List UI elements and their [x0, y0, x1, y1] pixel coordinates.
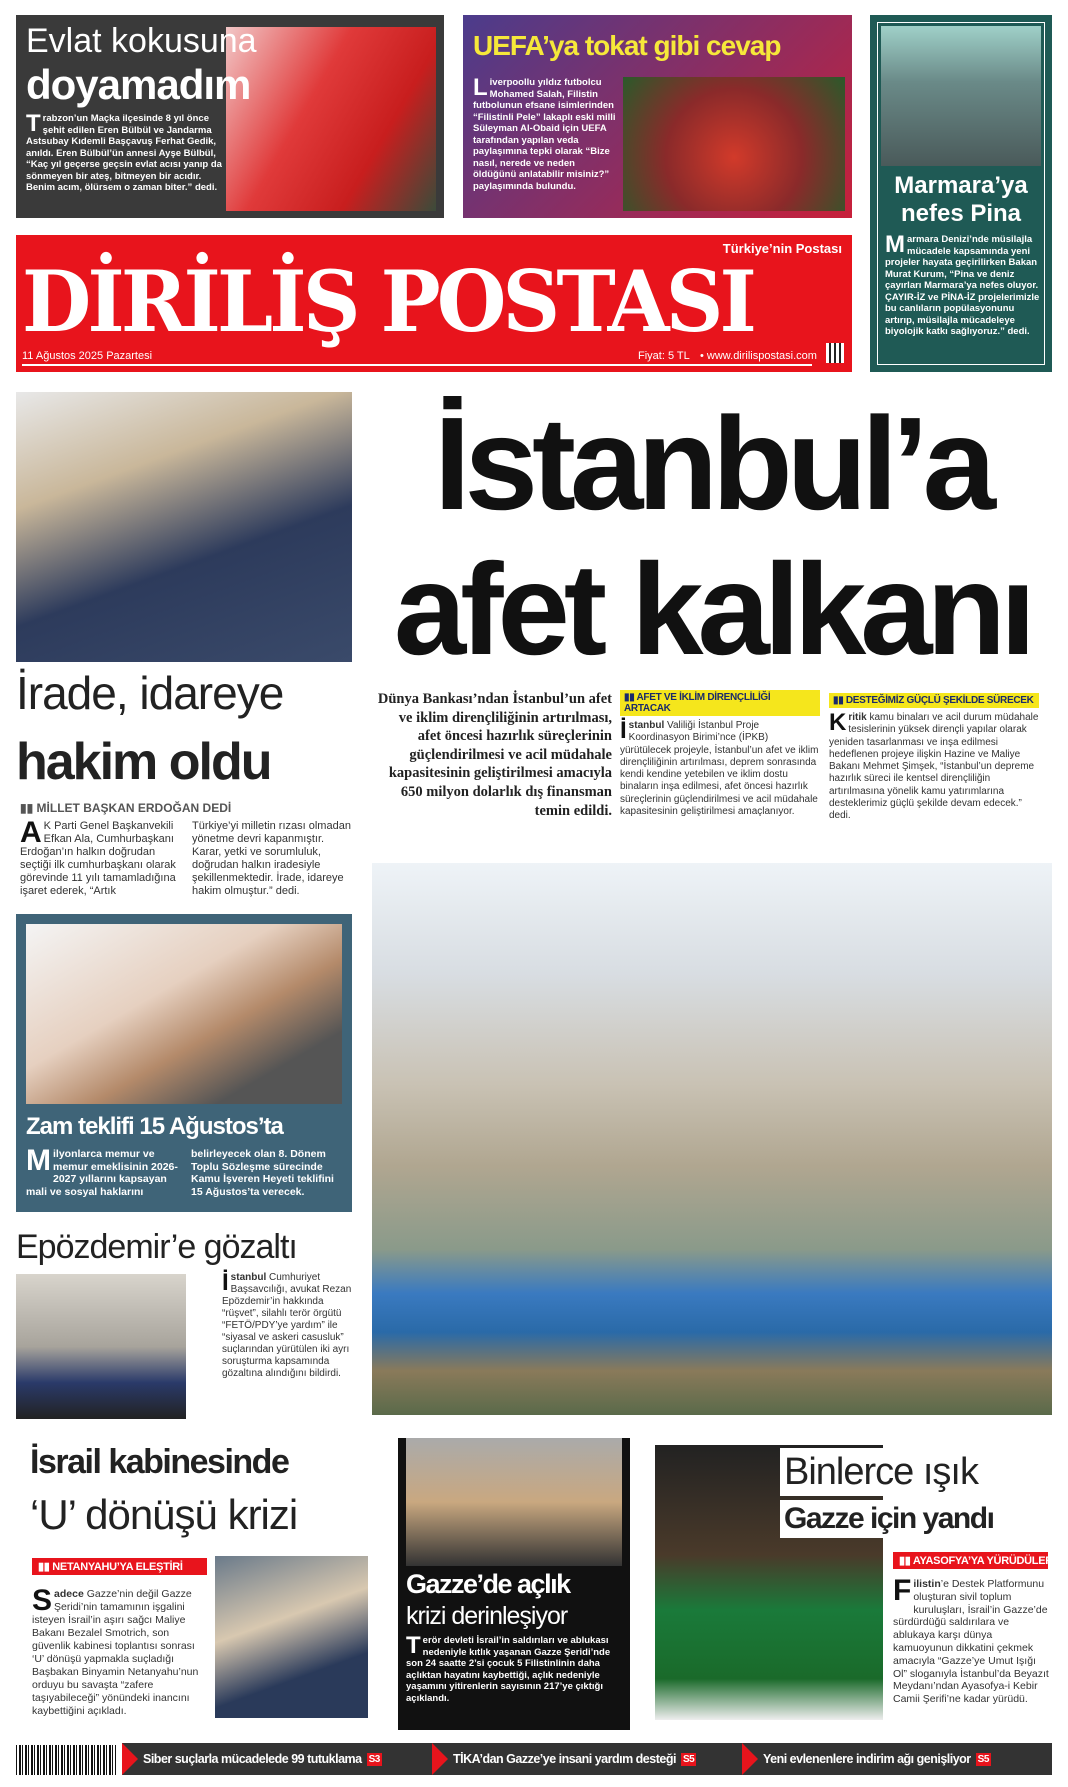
- headline: Zam teklifi 15 Ağustos’ta: [26, 1113, 283, 1140]
- story-body: İstanbul Valiliği İstanbul Proje Koordinasyon Birimi’nce (İPKB) yürütülecek projeyle, İstanbul’un afet ve iklim dirençliliğinin artırılması, deprem sonrasında kendi kendine yetebilen ve iklim dostu binaların inşa edilmesi, afet öncesi hazırlık süreçlerinin güçlendirilmesi ve acil müdahale kapasitesinin geliştirilmesi amaçlanıyor.: [620, 717, 819, 818]
- issue-date: 11 Ağustos 2025 Pazartesi: [22, 350, 153, 362]
- photo-istanbul-bosphorus: [372, 863, 1052, 1415]
- barcode: [16, 1745, 116, 1775]
- story-body-col1: Milyonlarca memur ve memur emeklisinin 2026-2027 yıllarını kapsayan mali ve sosyal haklarını: [26, 1144, 178, 1198]
- website-link[interactable]: • www.dirilispostasi.com: [700, 350, 817, 362]
- story-gazze-aclik[interactable]: [398, 1438, 630, 1730]
- headline-israil-1: İsrail kabinesinde: [30, 1443, 289, 1481]
- kicker: ▮▮ AYASOFYA’YA YÜRÜDÜLER: [893, 1552, 1048, 1569]
- story-body: Kritik kamu binaları ve acil durum müdahale tesislerinin yüksek dirençli yapılar olarak yeniden tasarlanması ve inşa edilmesi hedeflenen projeye ilişkin Hazine ve Maliye Bakanı Mehmet Şimşek, “İstanbul’un depreme hazırlık süreci ile kentsel dirençliliğin artırılmasına yönelik kamu yatırımlarına desteklerimiz güçlü şekilde devam edecek.” dedi.: [829, 709, 1039, 822]
- arrow-icon: [742, 1743, 758, 1775]
- top-story-marmara[interactable]: [870, 15, 1052, 372]
- story-body-col2: belirleyecek olan 8. Dönem Toplu Sözleşme sürecinde Kamu İşveren Heyeti teklifini 15 Ağustos’ta verecek.: [191, 1148, 334, 1198]
- qr-code-icon: [826, 343, 844, 363]
- story-body-col1: A K Parti Genel Başkanvekili Efkan Ala, Cumhurbaşkanı Erdoğan’ın halkın doğrudan seçtiği ilk cumhurbaşkanı olarak görevinde 11 yılı tamamladığına işaret ederek, “Artık: [20, 816, 176, 897]
- story-body: Filistin’e Destek Platformunu oluşturan sivil toplum kuruluşları, İsrail’in Gazze’de sürdürdüğü saldırılara ve ablukaya karşı dünya kamuoyunun dikkatini çekmek amacıyla “Gazze’ye Umut Işığı Ol” sloganıyla İstanbul’da Beyazıt Meydanı’ndan Ayasofya-i Kebir Camii Şerifi’ne kadar yürüdü.: [893, 1574, 1049, 1706]
- newspaper-logo: DİRİLİŞ POSTASI: [22, 252, 754, 351]
- top-story-evlat[interactable]: [16, 15, 444, 218]
- photo-efkan-ala: [16, 392, 352, 662]
- ticker-item[interactable]: Siber suçlarla mücadelede 99 tutuklama S3: [122, 1743, 432, 1775]
- main-col2: [829, 690, 1039, 823]
- story-body: Sadece Gazze’nin değil Gazze Şeridi’nin tamamının işgalini isteyen İsrail’in aşırı sağcı Maliye Bakanı Bezalel Smotrich, son güvenlik kabinesi toplantısı sonrası ‘U’ dönüşü yapmakla suçladığı Başbakan Binyamin Netanyahu’nun orduyu bu savaşta “zafere taşıyabileceği” yönündeki inancını kaybettiğini açıkladı.: [32, 1584, 199, 1717]
- headline-2: krizi derinleşiyor: [406, 1602, 568, 1630]
- main-headline-1: İstanbul’a: [433, 390, 991, 537]
- headline: Marmara’ya nefes Pina: [894, 172, 1028, 227]
- headline-binlerce-1: Binlerce ışık: [780, 1448, 978, 1496]
- kicker: ▮▮ AFET VE İKLİM DİRENÇLİLİĞİ ARTACAK: [620, 690, 820, 716]
- headline-israil-2: ‘U’ dönüşü krizi: [30, 1491, 298, 1538]
- main-summary: Dünya Bankası’ndan İstanbul’un afet ve iklim dirençliliğinin artırılması, afet öncesi hazırlık süreçlerinin güçlendirilmesi ve acil müdahale kapasitesinin geliştirilmesi amacıyla 650 milyon dolarlık dış finansman temin edildi.: [377, 691, 612, 819]
- photo-mucilage: [881, 26, 1041, 166]
- story-body: Liverpoollu yıldız futbolcu Mohamed Salah, Filistin futbolunun efsane isimlerinden “Filistinli Pele” lakaplı eski milli Süleyman Al-Obaid için UEFA tarafından yapılan veda paylaşımına tepki olarak “Bize nasıl, nerede ve neden öldüğünü anlatabilir misiniz?” paylaşımında bulundu.: [473, 74, 616, 192]
- masthead: [16, 235, 852, 372]
- arrow-icon: [122, 1743, 138, 1775]
- headline: UEFA’ya tokat gibi cevap: [473, 30, 781, 61]
- kicker: ▮▮ DESTEĞİMİZ GÜÇLÜ ŞEKİLDE SÜRECEK: [829, 693, 1039, 708]
- top-story-uefa[interactable]: [463, 15, 852, 218]
- story-body: Trabzon’un Maçka ilçesinde 8 yıl önce şehit edilen Eren Bülbül ve Jandarma Astsubay Kıdemli Başçavuş Ferhat Gedik, anıldı. Eren Bülbül’ün annesi Ayşe Bülbül, “Kaç yıl geçerse geçsin evlat acısı yanıp da sönmeyen bir ateş, bitmeyen bir acıdır. Benim acım, ölürsem o zaman biter.” dedi.: [26, 110, 222, 193]
- main-headline-2: afet kalkanı: [393, 536, 1031, 682]
- headline: Evlat kokusuna: [26, 22, 257, 60]
- main-col1: [620, 690, 820, 818]
- arrow-icon: [432, 1743, 448, 1775]
- headline-1: Gazze’de açlık: [406, 1569, 570, 1599]
- masthead-rule: [22, 364, 812, 366]
- kicker: ▮▮ MİLLET BAŞKAN ERDOĞAN DEDİ: [20, 801, 232, 815]
- story-body: Marmara Denizi’nde müsilajla mücadele kapsamında yeni projeler hayata geçirilirken Bakan Murat Kurum, “Pina ve deniz çayırları Marmara’ya nefes oluyor. ÇAYIR-İZ ve PİNA-İZ projelerimizle bu canlıların popülasyonunu artırıp, müsilajla mücadeleye biyolojik katkı sağlıyoruz.” dedi.: [885, 231, 1040, 337]
- story-body: İstanbul Cumhuriyet Başsavcılığı, avukat Rezan Epözdemir’in hakkında “rüşvet”, silahlı terör örgütü “FETÖ/PDY’ye yardım” ile “siyasal ve askeri casusluk” suçlarından yürütülen iki ayrı soruşturma kapsamında gözaltına alındığını bildirdi.: [222, 1269, 352, 1379]
- tagline: Türkiye’nin Postası: [722, 241, 842, 256]
- photo-gazze-child: [406, 1438, 622, 1566]
- story-body-col2: Türkiye’yi milletin rızası olmadan yönetme devri kapanmıştır. Karar, yetki ve sorumluluk, doğrudan halkın iradesiyle şekillenmektedir. İrade, idareye hakim olmuştur.” dedi.: [192, 820, 351, 897]
- photo-eren-bulbul: [226, 27, 436, 211]
- story-zam[interactable]: [16, 914, 352, 1212]
- headline-hakim: hakim oldu: [16, 733, 271, 791]
- kicker: ▮▮ NETANYAHU’YA ELEŞTİRİ: [32, 1558, 207, 1575]
- headline-epozdemir: Epözdemir’e gözaltı: [16, 1228, 297, 1266]
- photo-ben-gvir: [215, 1556, 368, 1718]
- story-body: Terör devleti İsrail’in saldırıları ve ablukası nedeniyle kıtlık yaşanan Gazze Şeridi’nde son 24 saatte 2’si çocuk 5 Filistinlinin daha açlıktan hayatını kaybettiği, açlık nedeniyle yaşamını yitirenlerin sayısının 217’ye çıktığı açıklandı.: [406, 1632, 611, 1704]
- main-story[interactable]: [372, 390, 1052, 1415]
- photo-calculator: [26, 924, 342, 1104]
- headline-binlerce-2: Gazze için yandı: [780, 1500, 993, 1538]
- ticker-item[interactable]: Yeni evlenenlere indirim ağı genişliyor S5: [742, 1743, 1052, 1775]
- price: Fiyat: 5 TL: [638, 350, 690, 362]
- photo-salah: [623, 77, 845, 211]
- headline-irade: İrade, idareye: [16, 667, 284, 719]
- ticker-bar: [122, 1743, 1052, 1775]
- photo-epozdemir: [16, 1274, 186, 1419]
- headline-bold: doyamadım: [26, 61, 251, 108]
- ticker-item[interactable]: TİKA’dan Gazze’ye insani yardım desteği S5: [432, 1743, 742, 1775]
